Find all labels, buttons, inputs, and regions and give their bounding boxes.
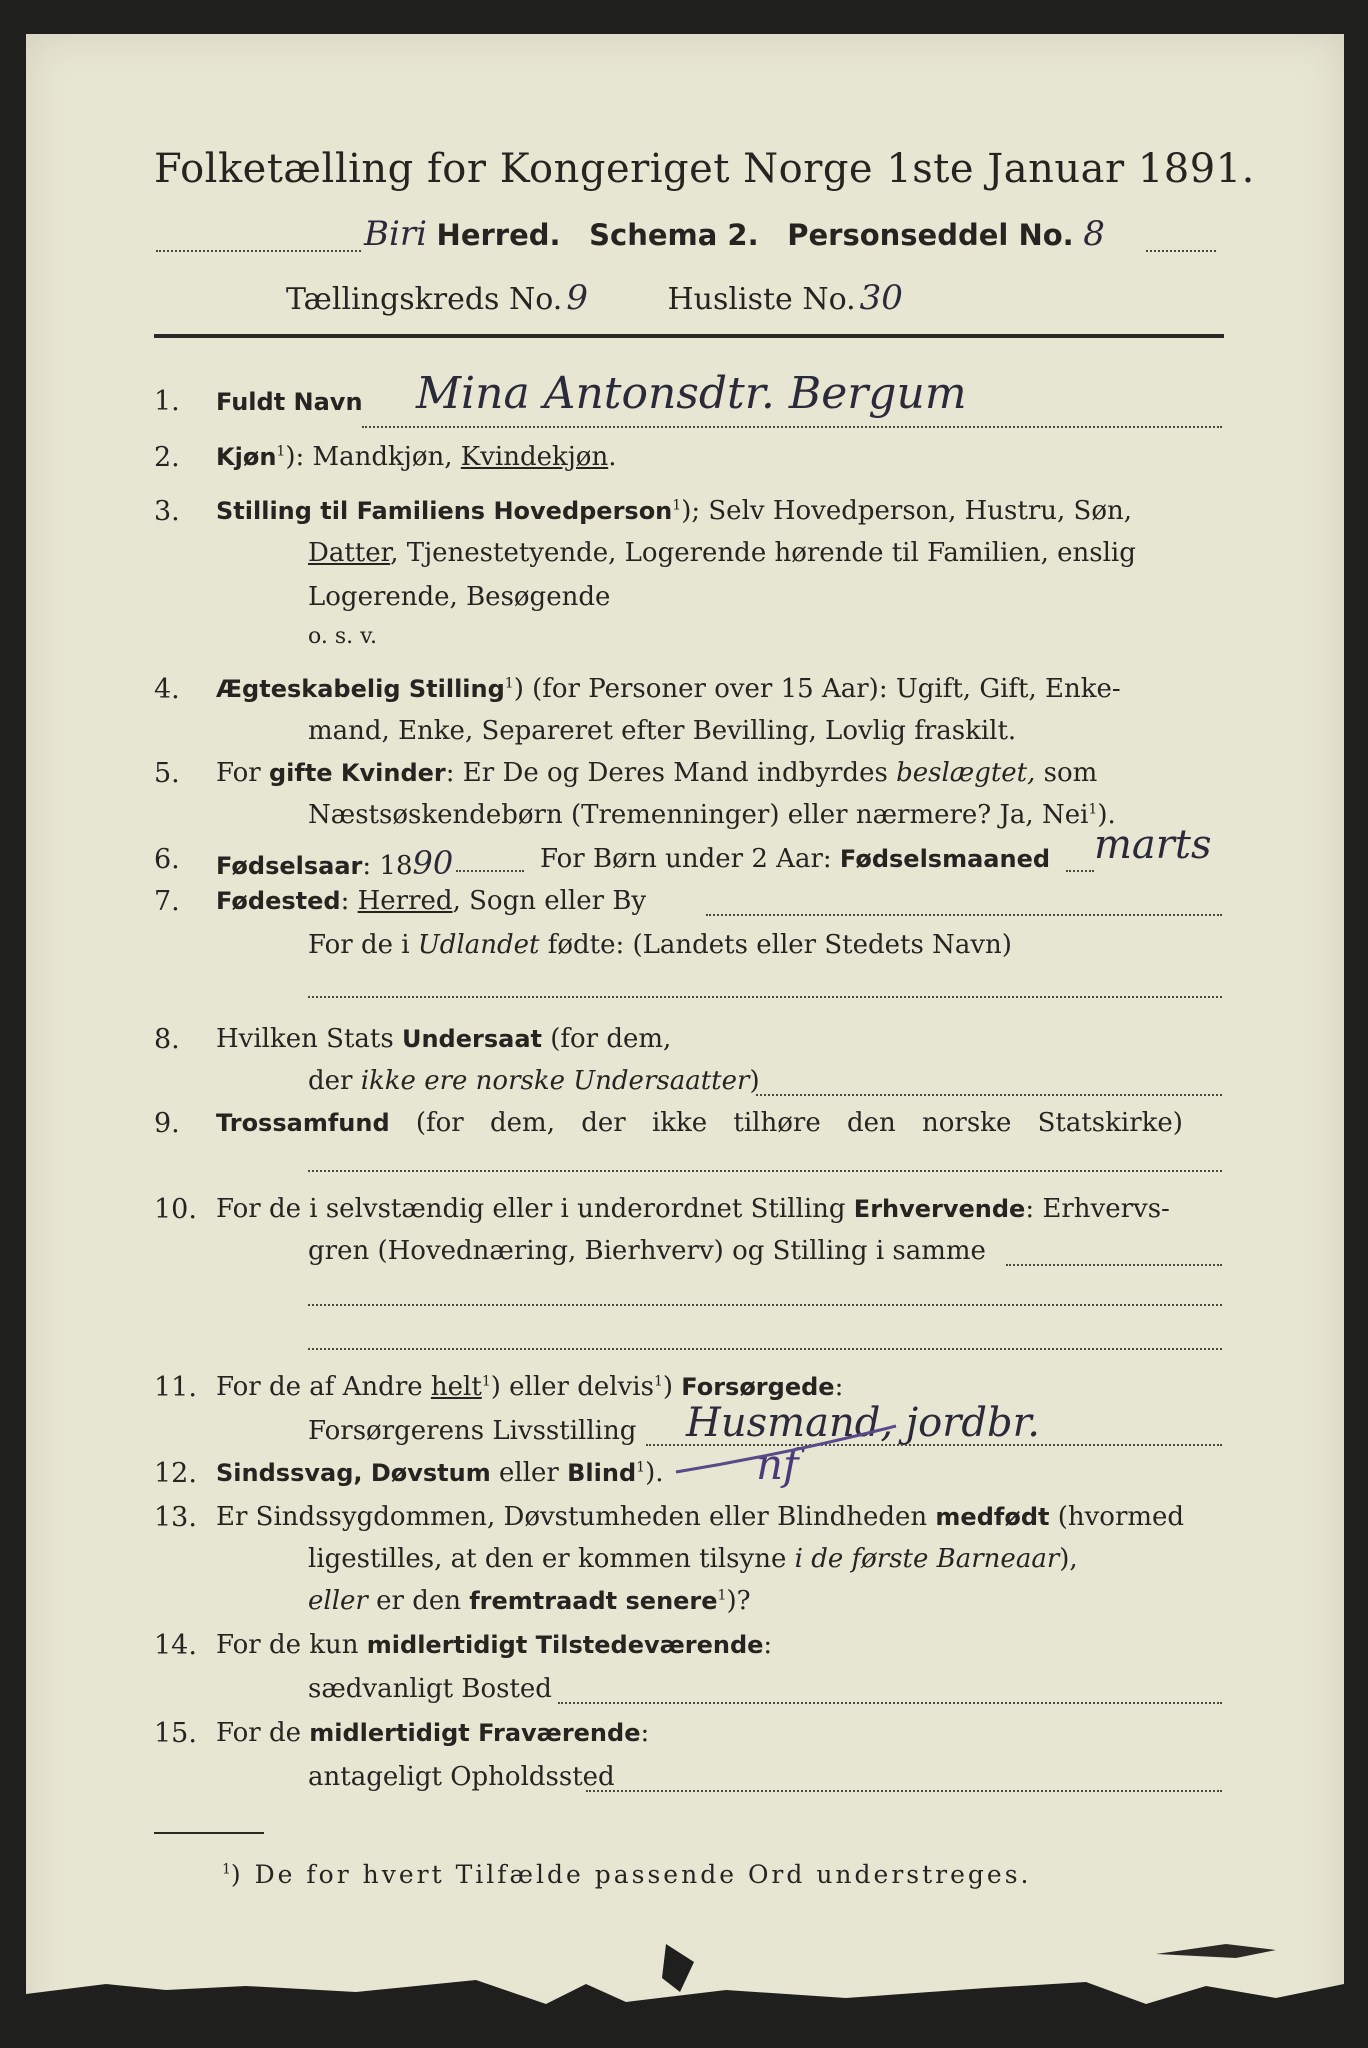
question-11: 11. For de af Andre helt$^1$) eller delvis$^1$) Forsørgede:	[154, 1372, 844, 1403]
herred-label: Herred.	[436, 218, 561, 252]
kreds-line	[286, 278, 903, 318]
footnote-rule	[154, 1832, 264, 1834]
kreds-label: Tællingskreds No.	[286, 282, 563, 317]
question-4: 4. Ægteskabelig Stilling$^1$) (for Personer over 15 Aar): Ugift, Gift, Enke-	[154, 674, 1121, 705]
husliste-label: Husliste No.	[667, 282, 856, 317]
form-title: Folketælling for Kongeriget Norge 1ste Januar 1891.	[154, 146, 1255, 192]
question-14: 14. For de kun midlertidigt Tilstedeværende:	[154, 1630, 773, 1661]
personseddel-label: Personseddel No.	[787, 218, 1074, 252]
question-6: 6. Fødselsaar: 1890 For Børn under 2 Aar: Fødselsmaaned marts	[154, 822, 1212, 882]
gender-answer: Kvindekjøn	[460, 442, 609, 472]
torn-bottom-edge	[26, 1914, 1344, 2034]
stilling-answer: Datter	[308, 538, 391, 568]
support-answer: helt	[430, 1372, 482, 1402]
question-5: 5. For gifte Kvinder: Er De og Deres Mand indbyrdes beslægtet, som	[154, 758, 1098, 789]
fuldt-navn-label: Fuldt Navn	[216, 388, 363, 416]
header-rule	[154, 334, 1224, 338]
birth-year-answer: 90	[412, 844, 454, 882]
question-3: 3. Stilling til Familiens Hovedperson$^1$); Selv Hovedperson, Hustru, Søn,	[154, 496, 1133, 527]
full-name-answer: Mina Antonsdtr. Bergum	[416, 368, 967, 419]
husliste-value: 30	[859, 278, 903, 318]
question-15: 15. For de midlertidigt Fraværende:	[154, 1718, 650, 1749]
schema-label: Schema 2.	[589, 218, 759, 252]
footnote: $^1$) De for hvert Tilfælde passende Ord understreges.	[222, 1860, 1032, 1889]
herred-line	[154, 214, 1105, 254]
disability-answer: nf	[756, 1440, 799, 1489]
violet-pencil-stroke	[666, 1414, 906, 1494]
question-8: 8. Hvilken Stats Undersaat (for dem,	[154, 1024, 672, 1055]
question-9: 9. Trossamfund (for dem, der ikke tilhøre den norske Statskirke)	[154, 1108, 1183, 1139]
question-1: 1. Fuldt Navn Mina Antonsdtr. Bergum	[154, 368, 967, 419]
provider-occupation-answer: Husmand, jordbr.	[686, 1400, 1041, 1446]
question-12: 12. Sindssvag, Døvstum eller Blind$^1$). nf	[154, 1440, 799, 1489]
birth-month-answer: marts	[1094, 822, 1212, 868]
question-2: 2. Kjøn$^1$): Mandkjøn, Kvindekjøn.	[154, 442, 617, 473]
question-13: 13. Er Sindssygdommen, Døvstumheden eller Blindheden medfødt (hvormed	[154, 1502, 1185, 1533]
birthplace-answer: Herred	[357, 886, 453, 916]
census-form-page: Folketælling for Kongeriget Norge 1ste Januar 1891. Biri Herred. Schema 2. Personseddel No. 8 Tællingskreds No. 9 Husliste No. 30 1. Fuldt Navn Mina Antonsdtr. Bergum 2. Kjøn$^1$): Mandkjøn, Kvindekjøn. 3. Stilling til Familiens Hovedperson$^1$); Selv Hovedperson, Hustru, Søn, Datter, Tjenestetyende, Logerende hørende til Familien, enslig Logerende, Besøgende o. s. v. 4. Ægteskabelig Stilling$^1$) (for Personer over 15 Aar): Ugift, Gift, Enke- mand, Enke, Separeret efter Bevilling, Lovlig fraskilt. 5. For gifte Kvinder: Er De og Deres Mand indbyrdes beslægtet, som Næstsøskendebørn (Tremenninger) eller nærmere? Ja, Nei$^1$). 6. Fødselsaar: 1890 For Børn under 2 Aar: Fødselsmaaned marts 7. Fødested: Herred, Sogn eller By For de i Udlandet fødte: (Landets eller Stedets Navn) 8. Hvilken Stats Undersaat (for dem, der ikke ere norske Undersaatter) 9. Trossamfund (for dem, der ikke tilhøre den norske Statskirke) 10. For de i selvstændig eller i underordnet Stilling Erhvervende: Erhvervs- gren (Hovednæring, Bierhverv) og Stilling i samme 11. For de af Andre helt$^1$) eller delvis$^1$) Forsørgede: Forsørgerens Livsstilling Husmand, jordbr. 12. Sindssvag, Døvstum eller Blind$^1$). nf 13. Er Sindssygdommen, Døvstumheden eller Blindheden medfødt (hvormed ligestilles, at den er kommen tilsyne i de første Barneaar), eller er den fremtraadt senere$^1$)? 14. For de kun midlertidigt Tilstedeværende: sædvanligt Bosted 15. For de midlertidigt Fraværende: antageligt Opholdssted $^1$) De for hvert Tilfælde passende Ord understreges.	[26, 34, 1344, 2034]
kreds-value: 9	[566, 278, 588, 318]
herred-value: Biri	[364, 214, 427, 254]
question-10: 10. For de i selvstændig eller i underordnet Stilling Erhvervende: Erhvervs-	[154, 1194, 1170, 1225]
personseddel-value: 8	[1083, 214, 1105, 254]
question-7: 7. Fødested: Herred, Sogn eller By	[154, 886, 647, 917]
